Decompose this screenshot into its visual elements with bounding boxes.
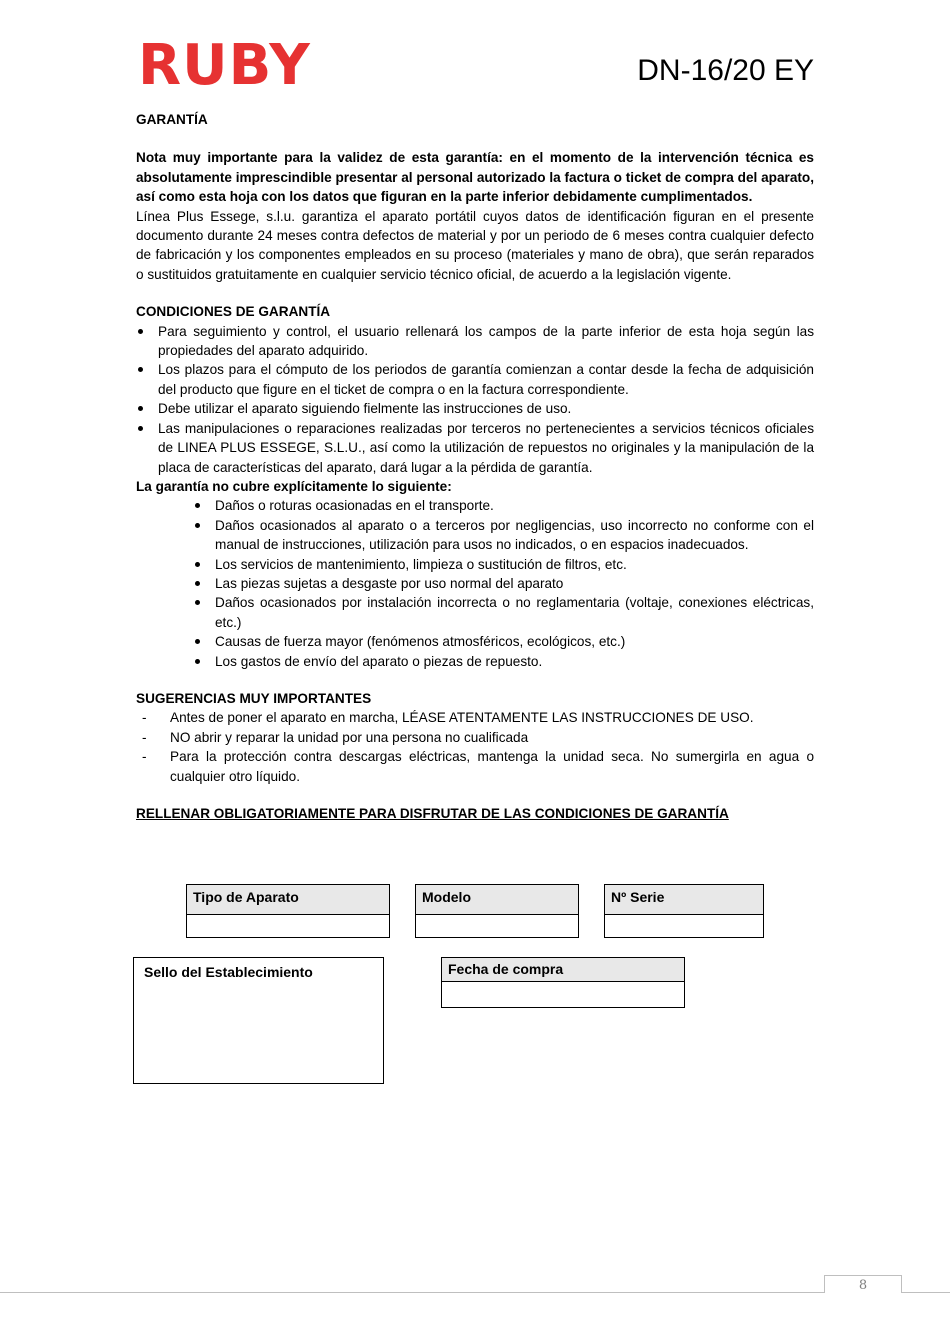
form-title: RELLENAR OBLIGATORIAMENTE PARA DISFRUTAR DE LAS CONDICIONES DE GARANTÍA <box>136 806 729 821</box>
list-item: Para seguimiento y control, el usuario rellenará los campos de la parte inferior de esta hoja según las propiedades del aparato adquirido. <box>136 322 814 361</box>
list-item: Las manipulaciones o reparaciones realizadas por terceros no pertenecientes a servicios técnicos oficiales de LINEA PLUS ESSEGE, S.L.U., así como la utilización de repuestos no originales y la manipulación de la placa de características del aparato, dará lugar a la pérdida de garantía. <box>136 419 814 477</box>
device-type-label: Tipo de Aparato <box>187 885 389 915</box>
exclusions-list <box>136 496 814 671</box>
exclusions-title: La garantía no cubre explícitamente lo siguiente: <box>136 478 452 494</box>
ruby-logo: RUBY <box>138 33 311 98</box>
list-item: - NO abrir y reparar la unidad por una persona no cualificada <box>136 728 814 747</box>
list-item: Daños o roturas ocasionadas en el transporte. <box>193 496 814 515</box>
list-item: - Antes de poner el aparato en marcha, LÉASE ATENTAMENTE LAS INSTRUCCIONES DE USO. <box>136 708 814 727</box>
purchase-date-label: Fecha de compra <box>442 958 684 982</box>
serial-input[interactable] <box>605 915 763 937</box>
page-number: 8 <box>824 1275 902 1293</box>
warranty-title: GARANTÍA <box>136 112 208 127</box>
serial-label: Nº Serie <box>605 885 763 915</box>
important-note: Nota muy importante para la validez de esta garantía: en el momento de la intervención técnica es absolutamente imprescindible presentar al personal autorizado la factura o ticket de compra del aparato, así como esta hoja con los datos que figuran en la parte inferior debidamente cumplimentados. <box>136 150 814 205</box>
stamp-label: Sello del Establecimiento <box>144 964 313 980</box>
warranty-document <box>136 110 814 823</box>
list-item: Daños ocasionados al aparato o a terceros por negligencias, uso incorrecto no conforme con el manual de instrucciones, utilización para usos no indicados, o en espacios inadecuados. <box>193 516 814 555</box>
list-item: Las piezas sujetas a desgaste por uso normal del aparato <box>193 574 814 593</box>
purchase-date-field[interactable] <box>441 957 685 1008</box>
serial-field[interactable] <box>604 884 764 938</box>
list-item: Causas de fuerza mayor (fenómenos atmosféricos, ecológicos, etc.) <box>193 632 814 651</box>
model-code: DN-16/20 EY <box>637 54 814 87</box>
model-label: Modelo <box>416 885 578 915</box>
list-item: Daños ocasionados por instalación incorrecta o no reglamentaria (voltaje, conexiones eléctricas, etc.) <box>193 593 814 632</box>
conditions-title: CONDICIONES DE GARANTÍA <box>136 304 331 320</box>
list-item: Los plazos para el cómputo de los periodos de garantía comienzan a contar desde la fecha de adquisición del producto que figure en el ticket de compra o en la factura correspondiente. <box>136 360 814 399</box>
device-type-field[interactable] <box>186 884 390 938</box>
suggestions-title: SUGERENCIAS MUY IMPORTANTES <box>136 690 372 706</box>
model-field[interactable] <box>415 884 579 938</box>
purchase-date-input[interactable] <box>442 982 684 1007</box>
footer-divider <box>0 1292 950 1293</box>
model-input[interactable] <box>416 915 578 937</box>
suggestions-list <box>136 708 814 786</box>
warranty-body: Línea Plus Essege, s.l.u. garantiza el aparato portátil cuyos datos de identificación figuran en el presente documento durante 24 meses contra defectos de material y por un periodo de 6 meses contra cualquier defecto de fabricación y los componentes empleados en su proceso (materiales y mano de obra), que serán reparados o sustituidos gratuitamente en cualquier servicio técnico oficial, de acuerdo a la legislación vigente. <box>136 208 814 282</box>
list-item: - Para la protección contra descargas eléctricas, mantenga la unidad seca. No sumergirla en agua o cualquier otro líquido. <box>136 747 814 786</box>
list-item: Debe utilizar el aparato siguiendo fielmente las instrucciones de uso. <box>136 399 814 418</box>
stamp-box[interactable] <box>133 957 384 1084</box>
list-item: Los gastos de envío del aparato o piezas de repuesto. <box>193 652 814 671</box>
conditions-list <box>136 322 814 477</box>
device-type-input[interactable] <box>187 915 389 937</box>
list-item: Los servicios de mantenimiento, limpieza o sustitución de filtros, etc. <box>193 555 814 574</box>
